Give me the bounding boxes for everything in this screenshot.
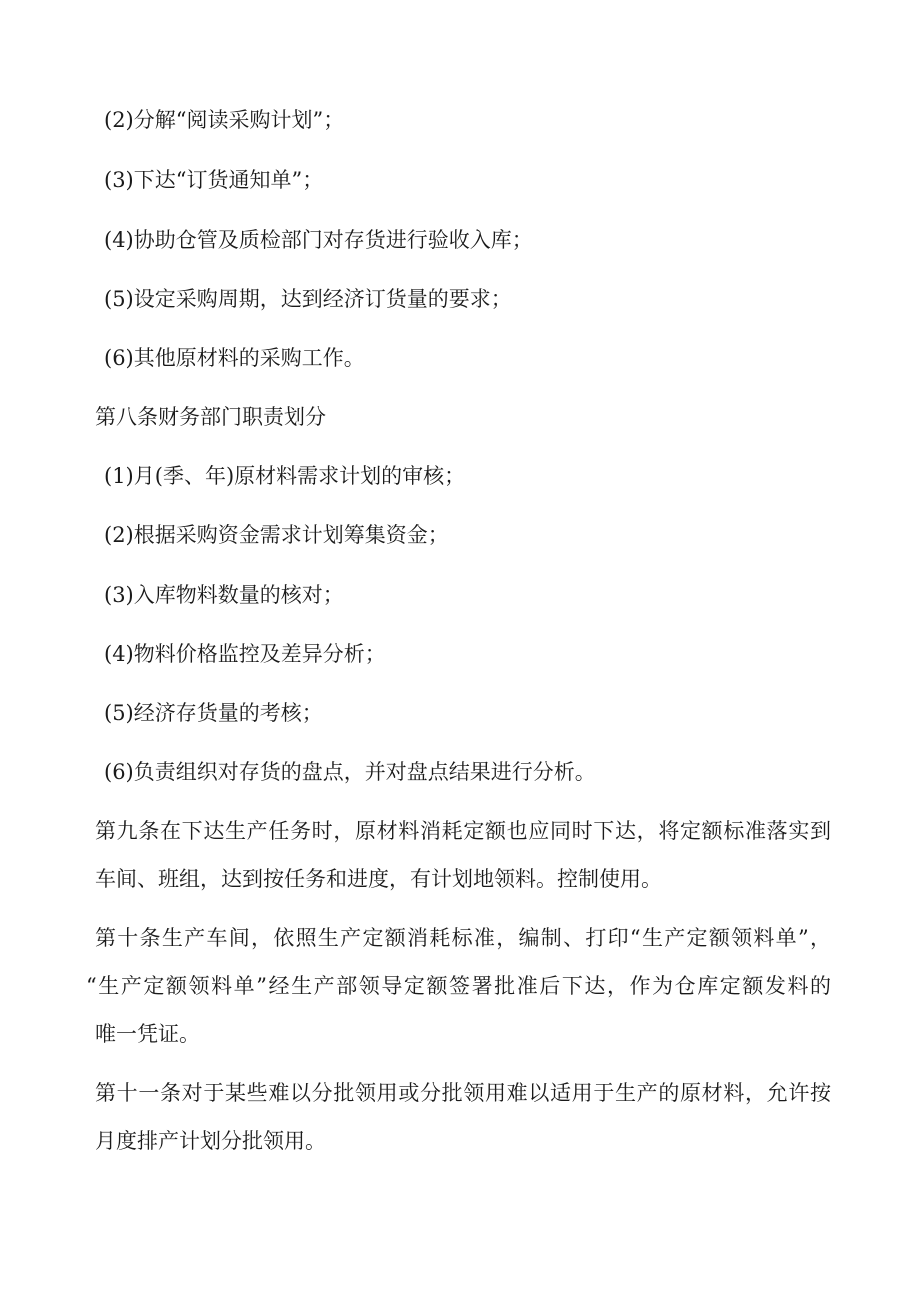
article-8-heading: 第八条财务部门职责划分 (95, 405, 326, 429)
list-item: (5)设定采购周期，达到经济订货量的要求； (104, 287, 512, 311)
list-item: (2)根据采购资金需求计划筹集资金； (104, 523, 449, 547)
article-11-line: 第十一条对于某些难以分批领用或分批领用难以适用于生产的原材料，允许按 (95, 1081, 831, 1105)
list-item: (4)物料价格监控及差异分析； (104, 642, 386, 666)
article-9-line: 车间、班组，达到按任务和进度，有计划地领料。控制使用。 (95, 867, 662, 891)
list-item: (3)入库物料数量的核对； (104, 583, 344, 607)
list-item: (6)负责组织对存货的盘点，并对盘点结果进行分析。 (104, 760, 596, 784)
article-9-line: 第九条在下达生产任务时，原材料消耗定额也应同时下达，将定额标准落实到 (95, 819, 831, 843)
list-item: (4)协助仓管及质检部门对存货进行验收入库； (104, 228, 533, 252)
list-item: (6)其他原材料的采购工作。 (104, 346, 365, 370)
article-10-line: 唯一凭证。 (95, 1022, 200, 1046)
article-10-line: 第十条生产车间，依照生产定额消耗标准，编制、打印“生产定额领料单”， (95, 926, 831, 950)
list-item: (2)分解“阅读采购计划”； (104, 108, 345, 132)
list-item: (5)经济存货量的考核； (104, 701, 323, 725)
list-item: (3)下达“订货通知单”； (104, 168, 324, 192)
article-11-line: 月度排产计划分批领用。 (95, 1129, 326, 1153)
list-item: (1)月(季、年)原材料需求计划的审核； (104, 464, 466, 488)
article-10-line: “生产定额领料单”经生产部领导定额签署批准后下达，作为仓库定额发料的 (86, 974, 831, 998)
